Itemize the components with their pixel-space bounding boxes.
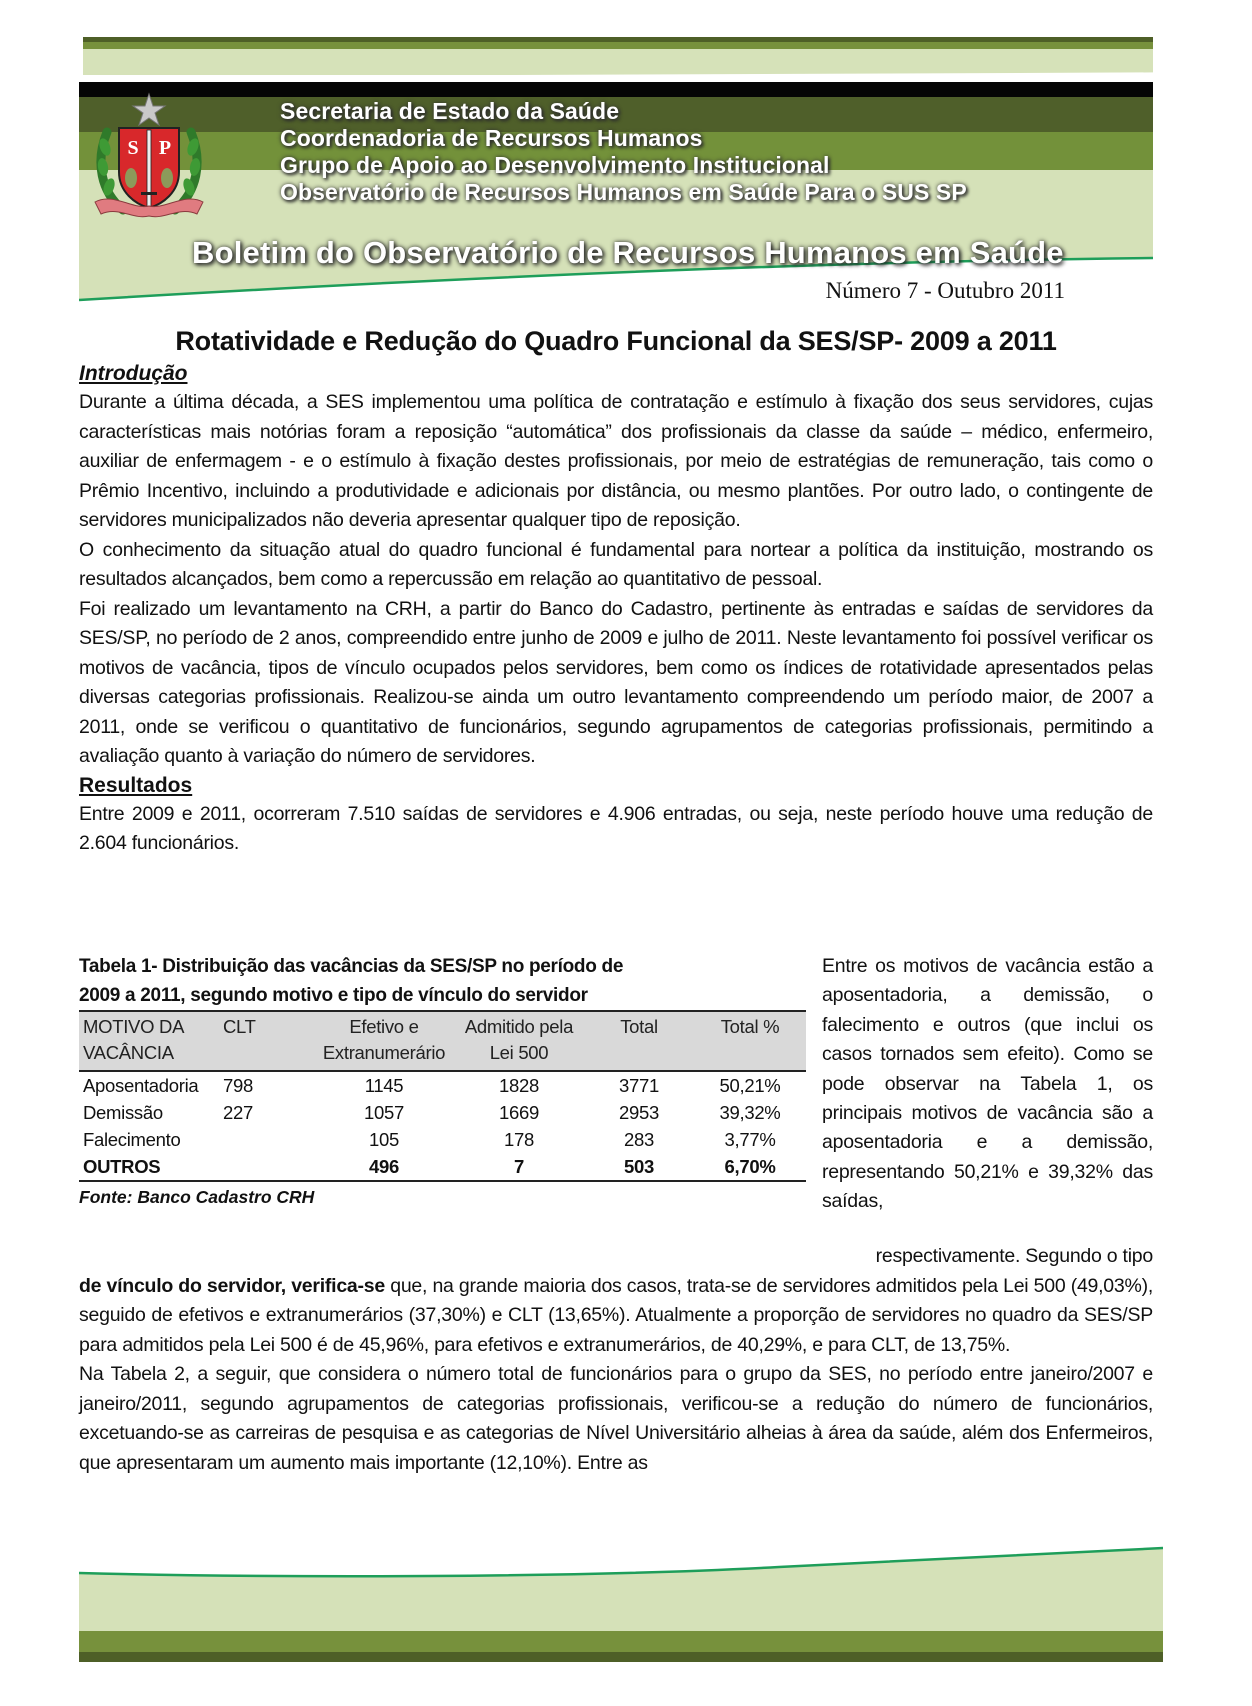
continuation-rest-text: que, na grande maioria dos casos, trata-se de servidores admitidos pela Lei 500 (49,03%), seguido de efetivos e extranumerários (37,30%) e CLT (13,65%). Atualmente a proporção de servidores no quadro da SES/SP para admitidos pela Lei 500 é de 45,96%, para efetivos e extranumerários, de 40,29%, e para CLT, de 13,75%. — [79, 1274, 1153, 1356]
cell-admitido: 7 — [454, 1153, 584, 1181]
header-line-grupo: Grupo de Apoio ao Desenvolvimento Institucional — [280, 152, 830, 178]
col-header-total: Total — [620, 1016, 658, 1037]
page-title: Rotatividade e Redução do Quadro Funcional da SES/SP- 2009 a 2011 — [175, 326, 1057, 356]
cell-clt — [219, 1126, 314, 1153]
table-1-caption — [79, 952, 809, 1010]
table-1-caption-line-2: 2009 a 2011, segundo motivo e tipo de vínculo do servidor — [79, 985, 588, 1006]
bottom-decorative-band — [79, 1540, 1163, 1664]
table-row — [79, 1153, 806, 1181]
cell-clt — [219, 1153, 314, 1181]
table-row — [79, 1099, 806, 1126]
col-header-total-pct: Total % — [720, 1016, 780, 1037]
continuation-paragraph — [79, 1272, 1153, 1361]
col-header-motivo: MOTIVO DA VACÂNCIA — [83, 1016, 184, 1063]
intro-paragraph-1: Durante a última década, a SES implementou uma política de contratação e estímulo à fixação dos seus servidores, cujas características mais notórias foram a reposição “automática” dos profissionais da classe da saúde – médico, enfermeiro, auxiliar de enfermagem - e o estímulo à fixação destes profissionais, por meio de estratégias de remuneração, tais como o Prêmio Incentivo, incluindo a produtividade e adicionais por distância, ou mesmo plantões. Por outro lado, o contingente de servidores municipalizados não deveria apresentar qualquer tipo de reposição. — [79, 391, 1153, 531]
cell-admitido: 178 — [504, 1129, 534, 1150]
table-row — [79, 1126, 806, 1153]
cell-clt: 227 — [223, 1102, 253, 1123]
header-line-secretaria: Secretaria de Estado da Saúde — [280, 98, 620, 124]
vacancy-table — [79, 1010, 806, 1182]
cell-efetivo: 496 — [314, 1153, 454, 1181]
intro-paragraph-3: Foi realizado um levantamento na CRH, a partir do Banco do Cadastro, pertinente às entradas e saídas de servidores da SES/SP, no período de 2 anos, compreendido entre junho de 2009 e julho de 2011. Neste levantamento foi possível verificar os motivos de vacância, tipos de vínculo ocupados pelos servidores, bem como os índices de rotatividade apresentados pelas diversas categorias profissionais. Realizou-se ainda um outro levantamento compreendendo um período maior, de 2007 a 2011, onde se verificou o quantitativo de funcionários, segundo agrupamentos de categorias profissionais, permitindo a avaliação quanto à variação do número de servidores. — [79, 597, 1153, 767]
cell-total: 2953 — [619, 1102, 659, 1123]
cell-admitido: 1669 — [499, 1102, 539, 1123]
table-1-area — [79, 952, 809, 1210]
issue-number: Número 7 - Outubro 2011 — [825, 278, 1065, 303]
cell-motivo: OUTROS — [79, 1153, 219, 1181]
section-heading-introducao: Introdução — [79, 362, 188, 385]
cell-efetivo: 1145 — [364, 1075, 404, 1096]
header-line-coordenadoria: Coordenadoria de Recursos Humanos — [280, 125, 703, 151]
bulletin-title: Boletim do Observatório de Recursos Humanos em Saúde — [192, 235, 1064, 270]
cell-total-pct: 6,70% — [694, 1153, 806, 1181]
col-header-clt: CLT — [223, 1016, 256, 1037]
top-decorative-band — [83, 37, 1153, 79]
tabela2-paragraph: Na Tabela 2, a seguir, que considera o número total de funcionários para o grupo da SES, no período entre janeiro/2007 e janeiro/2011, segundo agrupamentos de categorias profissionais, verificou-se a redução do número de funcionários, excetuando-se as carreiras de pesquisa e as categorias de Nível Universitário alheias à área da saúde, além dos Enfermeiros, que apresentaram um aumento mais importante (12,10%). Entre as — [79, 1363, 1153, 1474]
cell-total-pct: 50,21% — [719, 1075, 781, 1096]
cell-admitido: 1828 — [499, 1075, 539, 1096]
continuation-section — [79, 1242, 1153, 1478]
header-organization-lines — [280, 98, 967, 206]
cell-total-pct: 3,77% — [724, 1129, 776, 1150]
coat-letter-s: S — [127, 137, 139, 159]
footer-band-shape — [79, 1540, 1163, 1664]
document-body — [79, 322, 1153, 859]
col-header-efetivo: Efetivo e Extranumerário — [322, 1016, 446, 1063]
sao-paulo-coat-of-arms-icon — [93, 92, 205, 227]
side-text-column — [822, 952, 1153, 1217]
table-1-caption-line-1: Tabela 1- Distribuição das vacâncias da SES/SP no período de — [79, 956, 624, 977]
band-mid-stripe — [83, 42, 1153, 49]
cell-total-pct: 39,32% — [719, 1102, 781, 1123]
continuation-bold-text: de vínculo do servidor, verifica-se — [79, 1274, 385, 1297]
table-row — [79, 1071, 806, 1099]
coat-letter-p: P — [158, 137, 172, 159]
col-header-admitido: Admitido pela Lei 500 — [464, 1016, 574, 1063]
table-header-row — [79, 1011, 806, 1071]
cell-total: 283 — [624, 1129, 654, 1150]
section-heading-resultados: Resultados — [79, 773, 193, 797]
cell-total: 3771 — [619, 1075, 659, 1096]
cell-efetivo: 105 — [369, 1129, 399, 1150]
resultados-paragraph: Entre 2009 e 2011, ocorreram 7.510 saídas de servidores e 4.906 entradas, ou seja, neste período houve uma redução de 2.604 funcionários. — [79, 802, 1153, 854]
cell-clt: 798 — [223, 1075, 253, 1096]
table-1-source: Fonte: Banco Cadastro CRH — [79, 1187, 315, 1207]
band-light-stripe — [83, 49, 1153, 75]
cell-total: 503 — [584, 1153, 694, 1181]
continuation-lead: respectivamente. Segundo o tipo — [875, 1245, 1153, 1267]
cell-motivo: Falecimento — [83, 1129, 181, 1150]
header-line-observatorio: Observatório de Recursos Humanos em Saúde Para o SUS SP — [280, 179, 967, 205]
cell-motivo: Aposentadoria — [83, 1075, 199, 1096]
intro-paragraph-2: O conhecimento da situação atual do quadro funcional é fundamental para nortear a política da instituição, mostrando os resultados alcançados, bem como a repercussão em relação ao quantitativo de pessoal. — [79, 538, 1153, 590]
side-paragraph: Entre os motivos de vacância estão a aposentadoria, a demissão, o falecimento e outros (que inclui os casos tornados sem efeito). Como se pode observar na Tabela 1, os principais motivos de vacância são a aposentadoria e a demissão, representando 50,21% e 39,32% das saídas, — [822, 955, 1153, 1213]
cell-efetivo: 1057 — [364, 1102, 404, 1123]
cell-motivo: Demissão — [83, 1102, 163, 1123]
header-banner — [79, 82, 1153, 322]
